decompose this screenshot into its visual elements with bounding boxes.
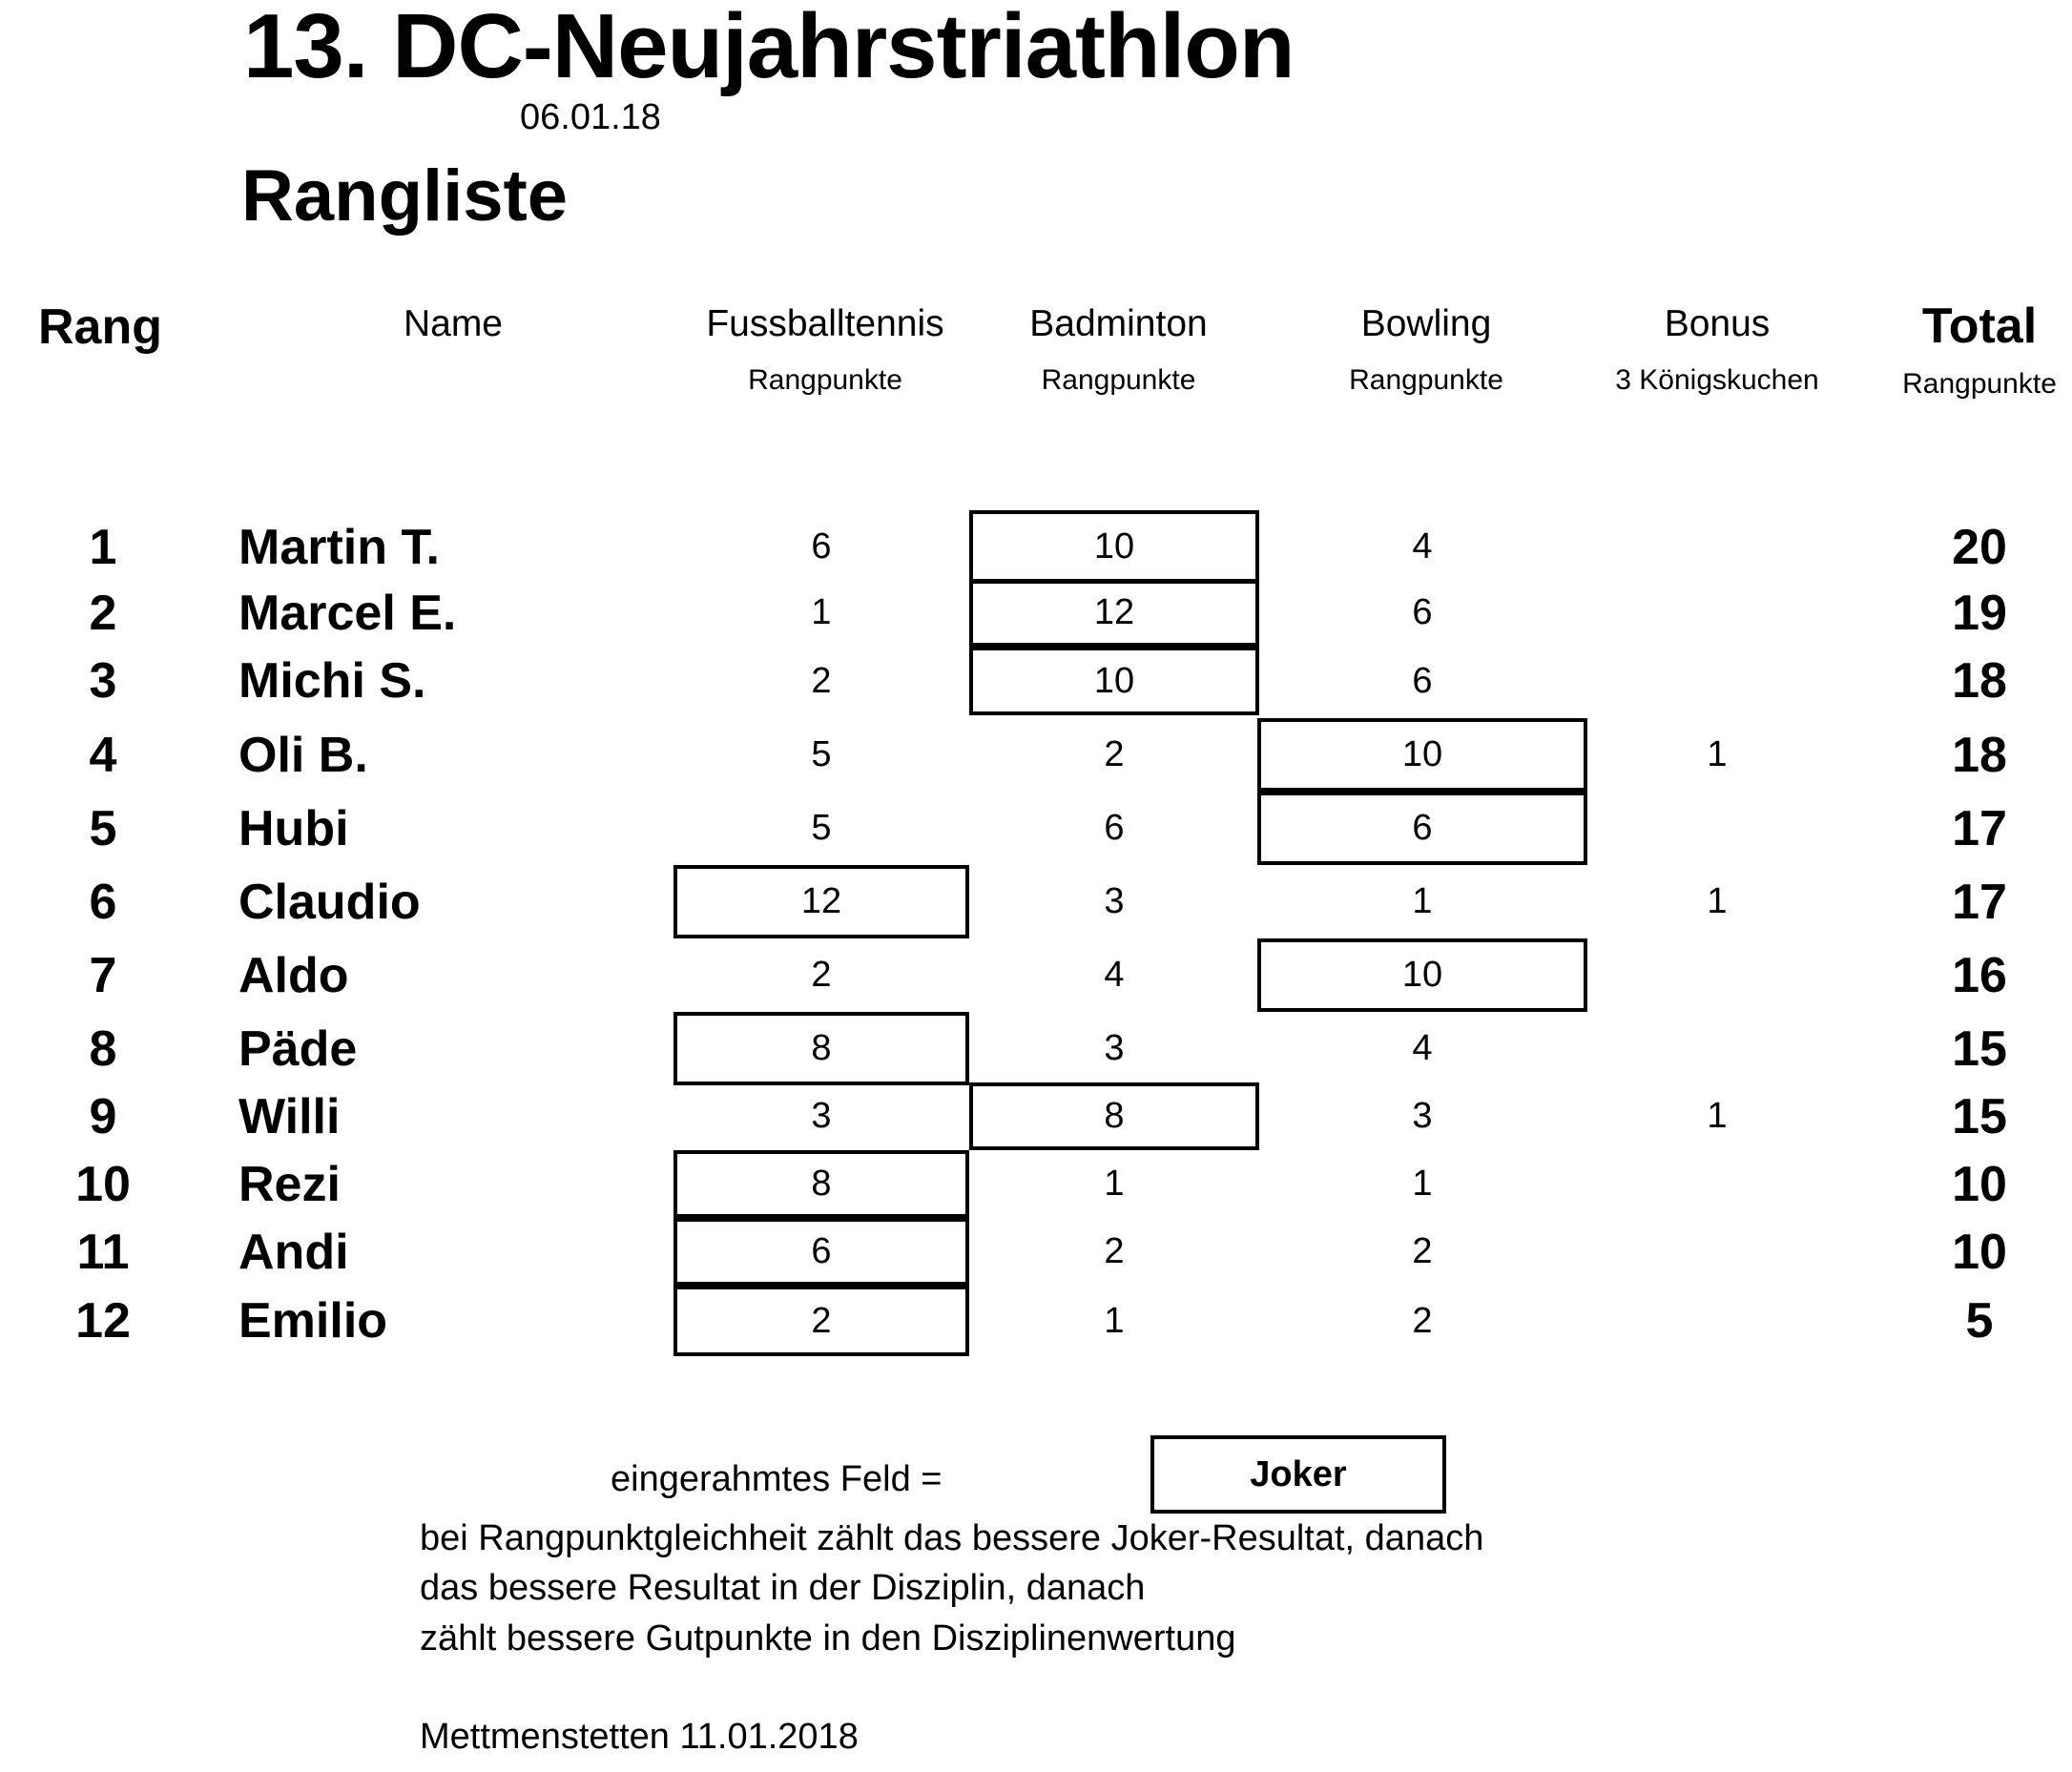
cell-bonus	[1585, 1218, 1849, 1286]
cell-bonus: 1	[1707, 881, 1728, 921]
column-header-sublabel: Rangpunkte	[1349, 364, 1503, 396]
column-header-sublabel: Rangpunkte	[1902, 368, 2057, 400]
cell-name: Hubi	[238, 800, 349, 856]
column-header-rang: Rang	[38, 299, 162, 355]
cell-bonus	[1585, 1286, 1849, 1356]
column-header-label: Fussballtennis	[706, 303, 944, 344]
cell-fuss: 6	[811, 526, 832, 567]
table-row	[0, 1218, 2072, 1286]
cell-rank: 3	[89, 653, 117, 709]
cell-bad: 3	[1104, 881, 1125, 921]
joker-cell-fuss: 8	[673, 1012, 969, 1085]
page-title: 13. DC-Neujahrstriathlon	[243, 0, 1295, 97]
cell-rank: 10	[75, 1156, 131, 1212]
cell-bonus: 1	[1707, 1096, 1728, 1136]
joker-cell-bowl: 10	[1257, 938, 1587, 1012]
cell-name: Marcel E.	[238, 585, 457, 641]
tiebreak-note: das bessere Resultat in der Disziplin, danach	[420, 1568, 1146, 1608]
cell-rank: 12	[75, 1293, 131, 1349]
cell-bonus	[1585, 938, 1849, 1012]
cell-total: 18	[1952, 653, 2007, 709]
cell-bad: 2	[1104, 734, 1125, 774]
joker-cell-fuss: 2	[673, 1286, 969, 1356]
legend-label: eingerahmtes Feld =	[611, 1459, 943, 1499]
cell-bonus	[1585, 1012, 1849, 1085]
joker-cell-bad: 12	[969, 579, 1259, 647]
cell-total: 18	[1952, 727, 2007, 783]
table-row	[0, 579, 2072, 647]
cell-total: 20	[1952, 519, 2007, 575]
table-row	[0, 1012, 2072, 1085]
tiebreak-note: bei Rangpunktgleichheit zählt das bessere Joker-Resultat, danach	[420, 1518, 1484, 1558]
page-subtitle: Rangliste	[241, 155, 569, 237]
cell-total: 15	[1952, 1020, 2007, 1077]
cell-total: 19	[1952, 585, 2007, 641]
column-header-label: Badminton	[1029, 303, 1208, 344]
column-header-bonus	[1584, 303, 1851, 397]
cell-bonus	[1585, 792, 1849, 865]
cell-total: 10	[1952, 1156, 2007, 1212]
table-row	[0, 792, 2072, 865]
cell-bad: 3	[1104, 1028, 1125, 1068]
joker-cell-bad: 8	[969, 1082, 1259, 1150]
cell-name: Päde	[238, 1020, 358, 1077]
cell-rank: 6	[89, 874, 117, 930]
column-header-name-label: Name	[403, 303, 504, 344]
cell-bowl: 2	[1412, 1300, 1433, 1341]
cell-bowl: 6	[1412, 592, 1433, 632]
cell-bonus	[1585, 579, 1849, 647]
signoff-place-date: Mettmenstetten 11.01.2018	[420, 1717, 859, 1757]
joker-cell-bad: 10	[969, 510, 1259, 584]
cell-bad: 2	[1104, 1231, 1125, 1271]
cell-bowl: 1	[1412, 1164, 1433, 1204]
cell-name: Oli B.	[238, 727, 368, 783]
cell-name: Martin T.	[238, 519, 440, 575]
cell-name: Andi	[238, 1224, 349, 1280]
tiebreak-note: zählt bessere Gutpunkte in den Disziplinenwertung	[420, 1618, 1236, 1659]
cell-bad: 4	[1104, 955, 1125, 995]
cell-bowl: 4	[1412, 526, 1433, 567]
table-row	[0, 1082, 2072, 1150]
cell-fuss: 1	[811, 592, 832, 632]
column-header-label: Bowling	[1360, 303, 1492, 344]
cell-total: 17	[1952, 800, 2007, 856]
cell-bad: 1	[1104, 1300, 1125, 1341]
cell-total: 15	[1952, 1088, 2007, 1144]
table-row	[0, 938, 2072, 1012]
cell-bowl: 6	[1412, 660, 1433, 701]
column-header-total	[1865, 298, 2072, 401]
cell-rank: 9	[89, 1088, 117, 1144]
cell-name: Aldo	[238, 947, 349, 1003]
cell-bowl: 3	[1412, 1096, 1433, 1136]
cell-name: Claudio	[238, 874, 421, 930]
cell-total: 10	[1952, 1224, 2007, 1280]
joker-cell-bowl: 10	[1257, 718, 1587, 792]
cell-rank: 11	[76, 1224, 130, 1280]
column-header-fussballtennis	[677, 303, 973, 397]
cell-bowl: 2	[1412, 1231, 1433, 1271]
cell-rank: 1	[89, 519, 117, 575]
table-row	[0, 510, 2072, 584]
cell-fuss: 2	[811, 660, 832, 701]
joker-cell-fuss: 6	[673, 1218, 969, 1286]
cell-rank: 7	[89, 947, 117, 1003]
column-header-name	[353, 303, 553, 345]
joker-cell-bowl: 6	[1257, 792, 1587, 865]
cell-rank: 2	[89, 585, 117, 641]
table-row	[0, 1286, 2072, 1356]
column-header-label: Bonus	[1664, 303, 1771, 344]
cell-bonus	[1585, 1150, 1849, 1218]
cell-name: Michi S.	[238, 653, 426, 709]
table-row	[0, 865, 2072, 938]
column-header-sublabel: 3 Königskuchen	[1615, 364, 1819, 396]
column-header-sublabel: Rangpunkte	[1041, 364, 1196, 396]
cell-name: Emilio	[238, 1293, 388, 1349]
cell-rank: 5	[89, 800, 117, 856]
legend-joker-box: Joker	[1150, 1435, 1446, 1514]
cell-fuss: 3	[811, 1096, 832, 1136]
cell-total: 5	[1965, 1293, 1994, 1349]
cell-bad: 6	[1104, 808, 1125, 848]
cell-rank: 8	[89, 1020, 117, 1077]
cell-fuss: 5	[811, 734, 832, 774]
cell-fuss: 2	[811, 955, 832, 995]
cell-fuss: 5	[811, 808, 832, 848]
table-row	[0, 1150, 2072, 1218]
cell-name: Willi	[238, 1088, 341, 1144]
table-row	[0, 647, 2072, 715]
column-header-sublabel: Rangpunkte	[748, 364, 902, 396]
cell-bonus: 1	[1707, 734, 1728, 774]
event-date: 06.01.18	[520, 97, 661, 137]
joker-cell-fuss: 8	[673, 1150, 969, 1218]
cell-bowl: 4	[1412, 1028, 1433, 1068]
cell-total: 16	[1952, 947, 2007, 1003]
column-header-label: Total	[1921, 299, 2038, 354]
cell-name: Rezi	[238, 1156, 341, 1212]
cell-bonus	[1585, 510, 1849, 584]
table-row	[0, 718, 2072, 792]
cell-rank: 4	[89, 727, 117, 783]
cell-bonus	[1585, 647, 1849, 715]
column-header-badminton	[973, 303, 1264, 397]
column-header-bowling	[1259, 303, 1593, 397]
cell-bowl: 1	[1412, 881, 1433, 921]
cell-total: 17	[1952, 874, 2007, 930]
joker-cell-fuss: 12	[673, 865, 969, 938]
cell-bad: 1	[1104, 1164, 1125, 1204]
joker-cell-bad: 10	[969, 647, 1259, 715]
